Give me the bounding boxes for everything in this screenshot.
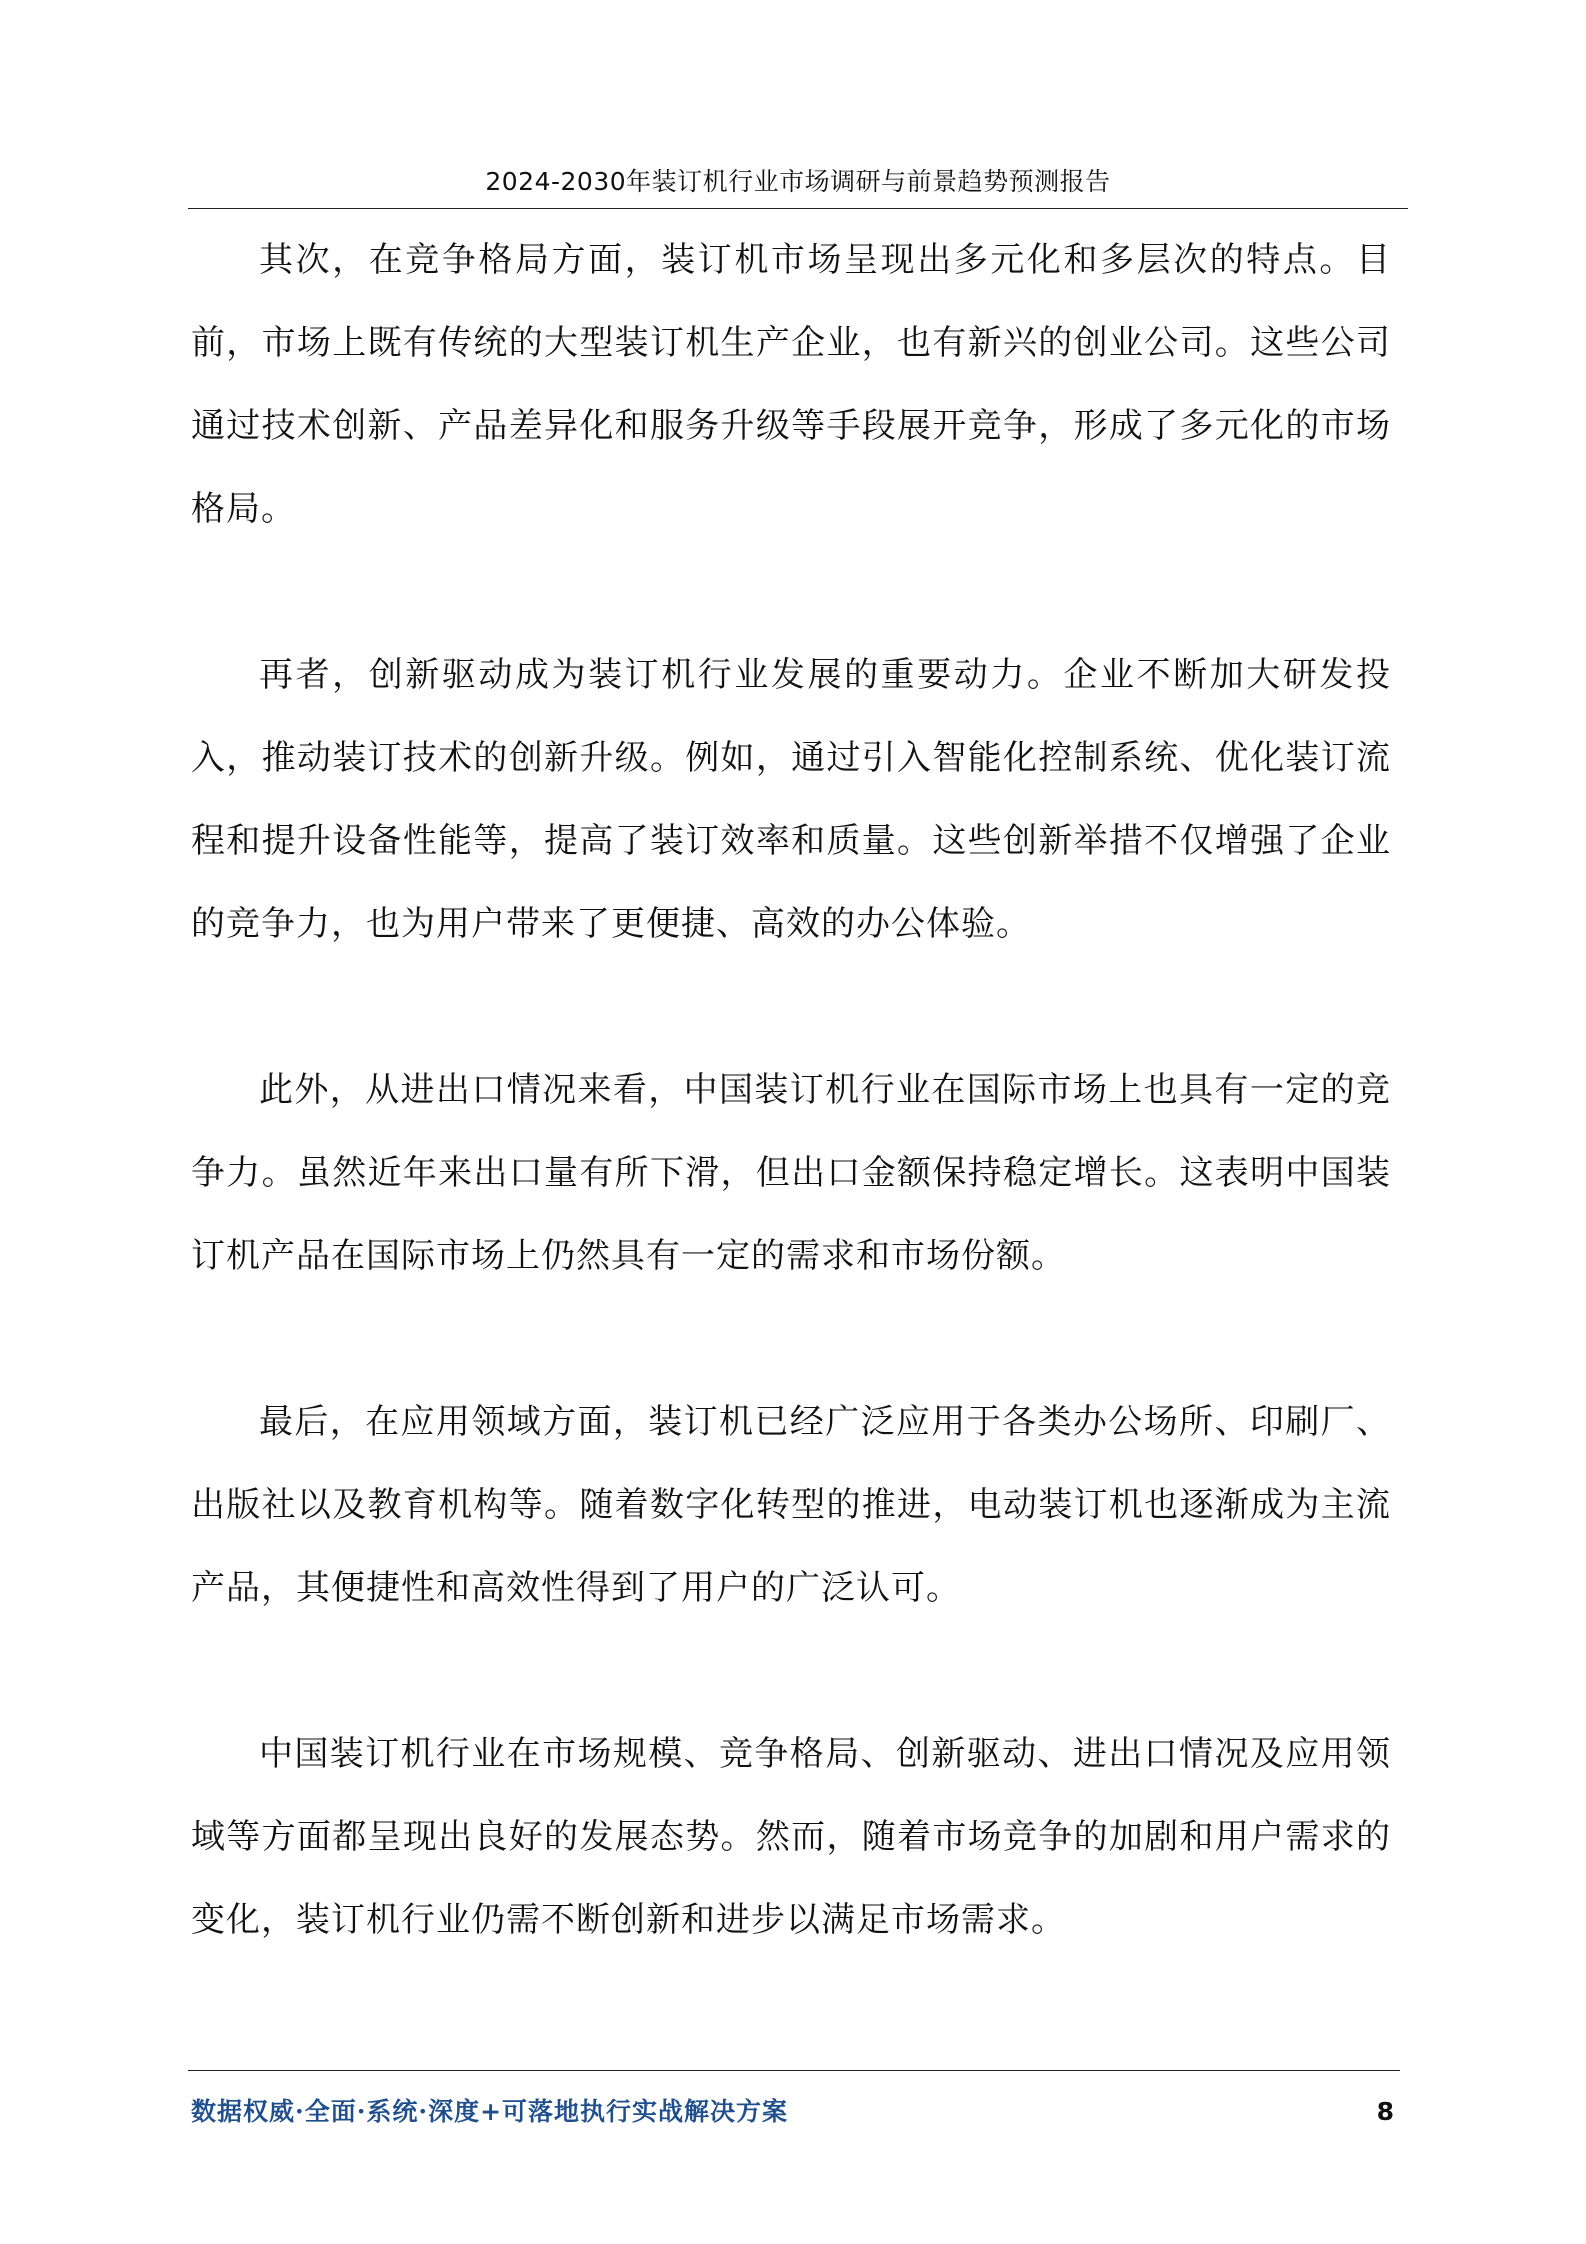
paragraph-innovation: 再者，创新驱动成为装订机行业发展的重要动力。企业不断加大研发投入，推动装订技术的创新升级。例如，通过引入智能化控制系统、优化装订流程和提升设备性能等，提高了装订效率和质量。这些创新举措不仅增强了企业的竞争力，也为用户带来了更便捷、高效的办公体验。 [191, 655, 1391, 944]
footer-slogan: 数据权威·全面·系统·深度+可落地执行实战解决方案 [191, 2097, 789, 2126]
document-body [191, 219, 1391, 1962]
page-header-title: 2024-2030年装订机行业市场调研与前景趋势预测报告 [485, 167, 1111, 196]
page-number: 8 [1376, 2097, 1394, 2126]
paragraph-applications: 最后，在应用领域方面，装订机已经广泛应用于各类办公场所、印刷厂、出版社以及教育机构等。随着数字化转型的推进，电动装订机也逐渐成为主流产品，其便捷性和高效性得到了用户的广泛认可。 [191, 1402, 1391, 1608]
header-divider [188, 208, 1408, 209]
paragraph-import-export: 此外，从进出口情况来看，中国装订机行业在国际市场上也具有一定的竞争力。虽然近年来出口量有所下滑，但出口金额保持稳定增长。这表明中国装订机产品在国际市场上仍然具有一定的需求和市场份额。 [191, 1070, 1391, 1276]
footer-divider [188, 2070, 1400, 2071]
paragraph-summary: 中国装订机行业在市场规模、竞争格局、创新驱动、进出口情况及应用领域等方面都呈现出良好的发展态势。然而，随着市场竞争的加剧和用户需求的变化，装订机行业仍需不断创新和进步以满足市场需求。 [191, 1734, 1391, 1940]
paragraph-competition: 其次，在竞争格局方面，装订机市场呈现出多元化和多层次的特点。目前，市场上既有传统的大型装订机生产企业，也有新兴的创业公司。这些公司通过技术创新、产品差异化和服务升级等手段展开竞争，形成了多元化的市场格局。 [191, 240, 1391, 529]
